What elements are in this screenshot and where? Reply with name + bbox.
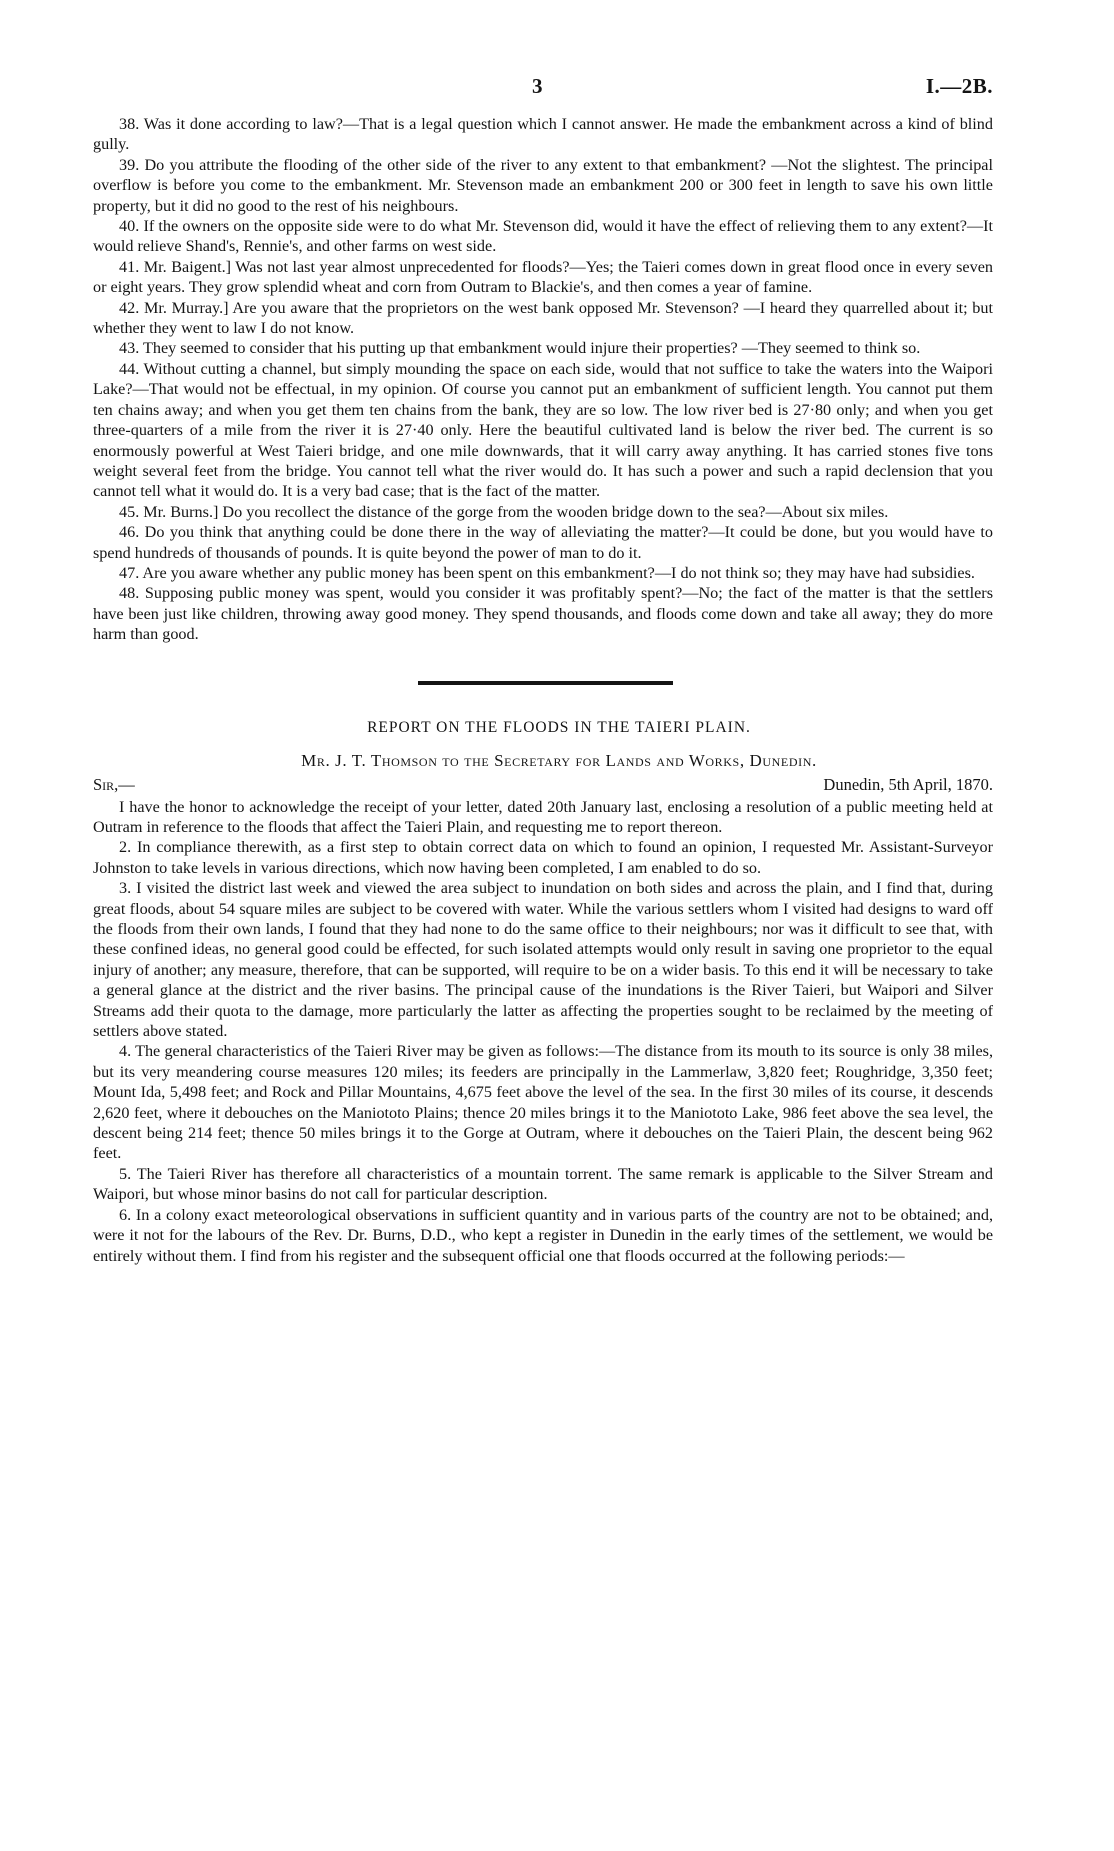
- evidence-paragraph-47: 47. Are you aware whether any public money has been spent on this embankment?—I do not think so; they may have had subsidies.: [119, 563, 975, 582]
- report-body: [93, 797, 993, 1266]
- salutation: Sir,—: [93, 774, 135, 794]
- page-number: 3: [532, 74, 543, 98]
- evidence-section: [93, 114, 993, 645]
- report-addressee-line: Mr. J. T. Thomson to the Secretary for Lands and Works, Dunedin.: [301, 750, 817, 770]
- salutation-line: [93, 775, 993, 797]
- report-paragraph-6: 6. In a colony exact meteorological observations in sufficient quantity and in various parts of the country are not to be obtained; and, were it not for the labours of the Rev. Dr. Burns, D.D., who kept a register in Dunedin in the early times of the settlement, we would be entirely without them. I find from his register and the subsequent official one that floods occurred at the following periods:—: [93, 1205, 993, 1265]
- evidence-paragraph-38: 38. Was it done according to law?—That is a legal question which I cannot answer. He made the embankment across a kind of blind gully.: [93, 115, 993, 154]
- evidence-paragraph-43: 43. They seemed to consider that his putting up that embankment would injure their properties? —They seemed to think so.: [119, 339, 921, 358]
- document-page: [93, 74, 993, 1266]
- report-paragraph-1: I have the honor to acknowledge the receipt of your letter, dated 20th January last, enclosing a resolution of a public meeting held at Outram in reference to the floods that affect the Taieri Plain, and requesting me to report thereon.: [93, 797, 993, 836]
- report-paragraph-5: 5. The Taieri River has therefore all characteristics of a mountain torrent. The same remark is applicable to the Silver Stream and Waipori, but whose minor basins do not call for particular description.: [93, 1164, 993, 1204]
- section-divider: [418, 681, 673, 685]
- page-header: [93, 74, 993, 114]
- evidence-paragraph-39: 39. Do you attribute the flooding of the other side of the river to any extent to that embankment? —Not the slightest. The principal overflow is before you come to the embankment. Mr. Stevenson made an embankment 200 or 300 feet in length to save his own little property, but it did no good to the rest of his neighbours.: [93, 155, 993, 215]
- report-paragraph-2: 2. In compliance therewith, as a first step to obtain correct data on which to found an opinion, I requested Mr. Assistant-Surveyor Johnston to take levels in various directions, which now having been completed, I am enabled to do so.: [93, 838, 993, 877]
- evidence-paragraph-44: 44. Without cutting a channel, but simply mounding the space on each side, would that not suffice to take the waters into the Waipori Lake?—That would not be effectual, in my opinion. Of course you cannot put an embankment of sufficient length. You cannot put them ten chains away; and when you get them ten chains from the bank, they are so low. The low river bed is 27·80 only; and when you get three-quarters of a mile from the river it is 27·40 only. Here the beautiful cultivated land is below the river bed. The current is so enormously powerful at West Taieri bridge, and one mile downwards, that it will carry away anything. It has carried stones five tons weight several feet from the bridge. You cannot tell what the river would do. It has such a power and such a rapid declension that you cannot tell what it would do. It is a very bad case; that is the fact of the matter.: [93, 359, 993, 501]
- evidence-paragraph-41: 41. Mr. Baigent.] Was not last year almost unprecedented for floods?—Yes; the Taieri comes down in great flood once in every seven or eight years. They grow splendid wheat and corn from Outram to Blackie's, and then comes a year of famine.: [93, 257, 993, 297]
- report-paragraph-3: 3. I visited the district last week and viewed the area subject to inundation on both sides and across the plain, and I find that, during great floods, about 54 square miles are subject to be covered with water. While the various settlers whom I visited had designs to ward off the floods from their own lands, I found that they had none to do the same office to their neighbours; nor was it difficult to see that, with these confined ideas, no general good could be effected, for such isolated attempts would only result in saving one proprietor to the equal injury of another; any measure, therefore, that can be supported, will require to be on a wider basis. To this end it will be necessary to take a general glance at the district and the river basins. The principal cause of the inundations is the River Taieri, but Waipori and Silver Streams add their quota to the damage, more particularly the latter as affecting the properties sought to be reclaimed by the meeting of settlers above stated.: [93, 879, 993, 1041]
- letter-date: Dunedin, 5th April, 1870.: [823, 774, 993, 794]
- report-title: REPORT ON THE FLOODS IN THE TAIERI PLAIN.: [367, 718, 751, 736]
- evidence-paragraph-46: 46. Do you think that anything could be done there in the way of alleviating the matter?—It could be done, but you would have to spend hundreds of thousands of pounds. It is quite beyond the power of man to do it.: [93, 523, 993, 562]
- evidence-paragraph-40: 40. If the owners on the opposite side were to do what Mr. Stevenson did, would it have the effect of relieving them to any extent?—It would relieve Shand's, Rennie's, and other farms on west side.: [93, 217, 993, 256]
- evidence-paragraph-45: 45. Mr. Burns.] Do you recollect the distance of the gorge from the wooden bridge down to the sea?—About six miles.: [119, 502, 889, 521]
- document-reference: I.—2B.: [925, 74, 993, 98]
- report-paragraph-4: 4. The general characteristics of the Taieri River may be given as follows:—The distance from its mouth to its source is only 38 miles, but its very meandering course measures 120 miles; its feeders are principally in the Lammerlaw, 3,820 feet; Roughridge, 3,350 feet; Mount Ida, 5,498 feet; and Rock and Pillar Mountains, 4,675 feet above the level of the sea. In the first 30 miles of its course, it descends 2,620 feet, where it debouches on the Maniototo Plains; thence 20 miles brings it to the Maniototo Lake, 986 feet above the sea level, the descent being 214 feet; thence 50 miles brings it to the Gorge at Outram, where it debouches on the Taieri Plain, the descent being 962 feet.: [93, 1042, 993, 1163]
- evidence-paragraph-42: 42. Mr. Murray.] Are you aware that the proprietors on the west bank opposed Mr. Stevenson? —I heard they quarrelled about it; but whether they went to law I do not know.: [93, 298, 993, 338]
- evidence-paragraph-48: 48. Supposing public money was spent, would you consider it was profitably spent?—No; the fact of the matter is that the settlers have been just like children, throwing away good money. They spend thousands, and floods come down and take all away; they do more harm than good.: [93, 584, 993, 644]
